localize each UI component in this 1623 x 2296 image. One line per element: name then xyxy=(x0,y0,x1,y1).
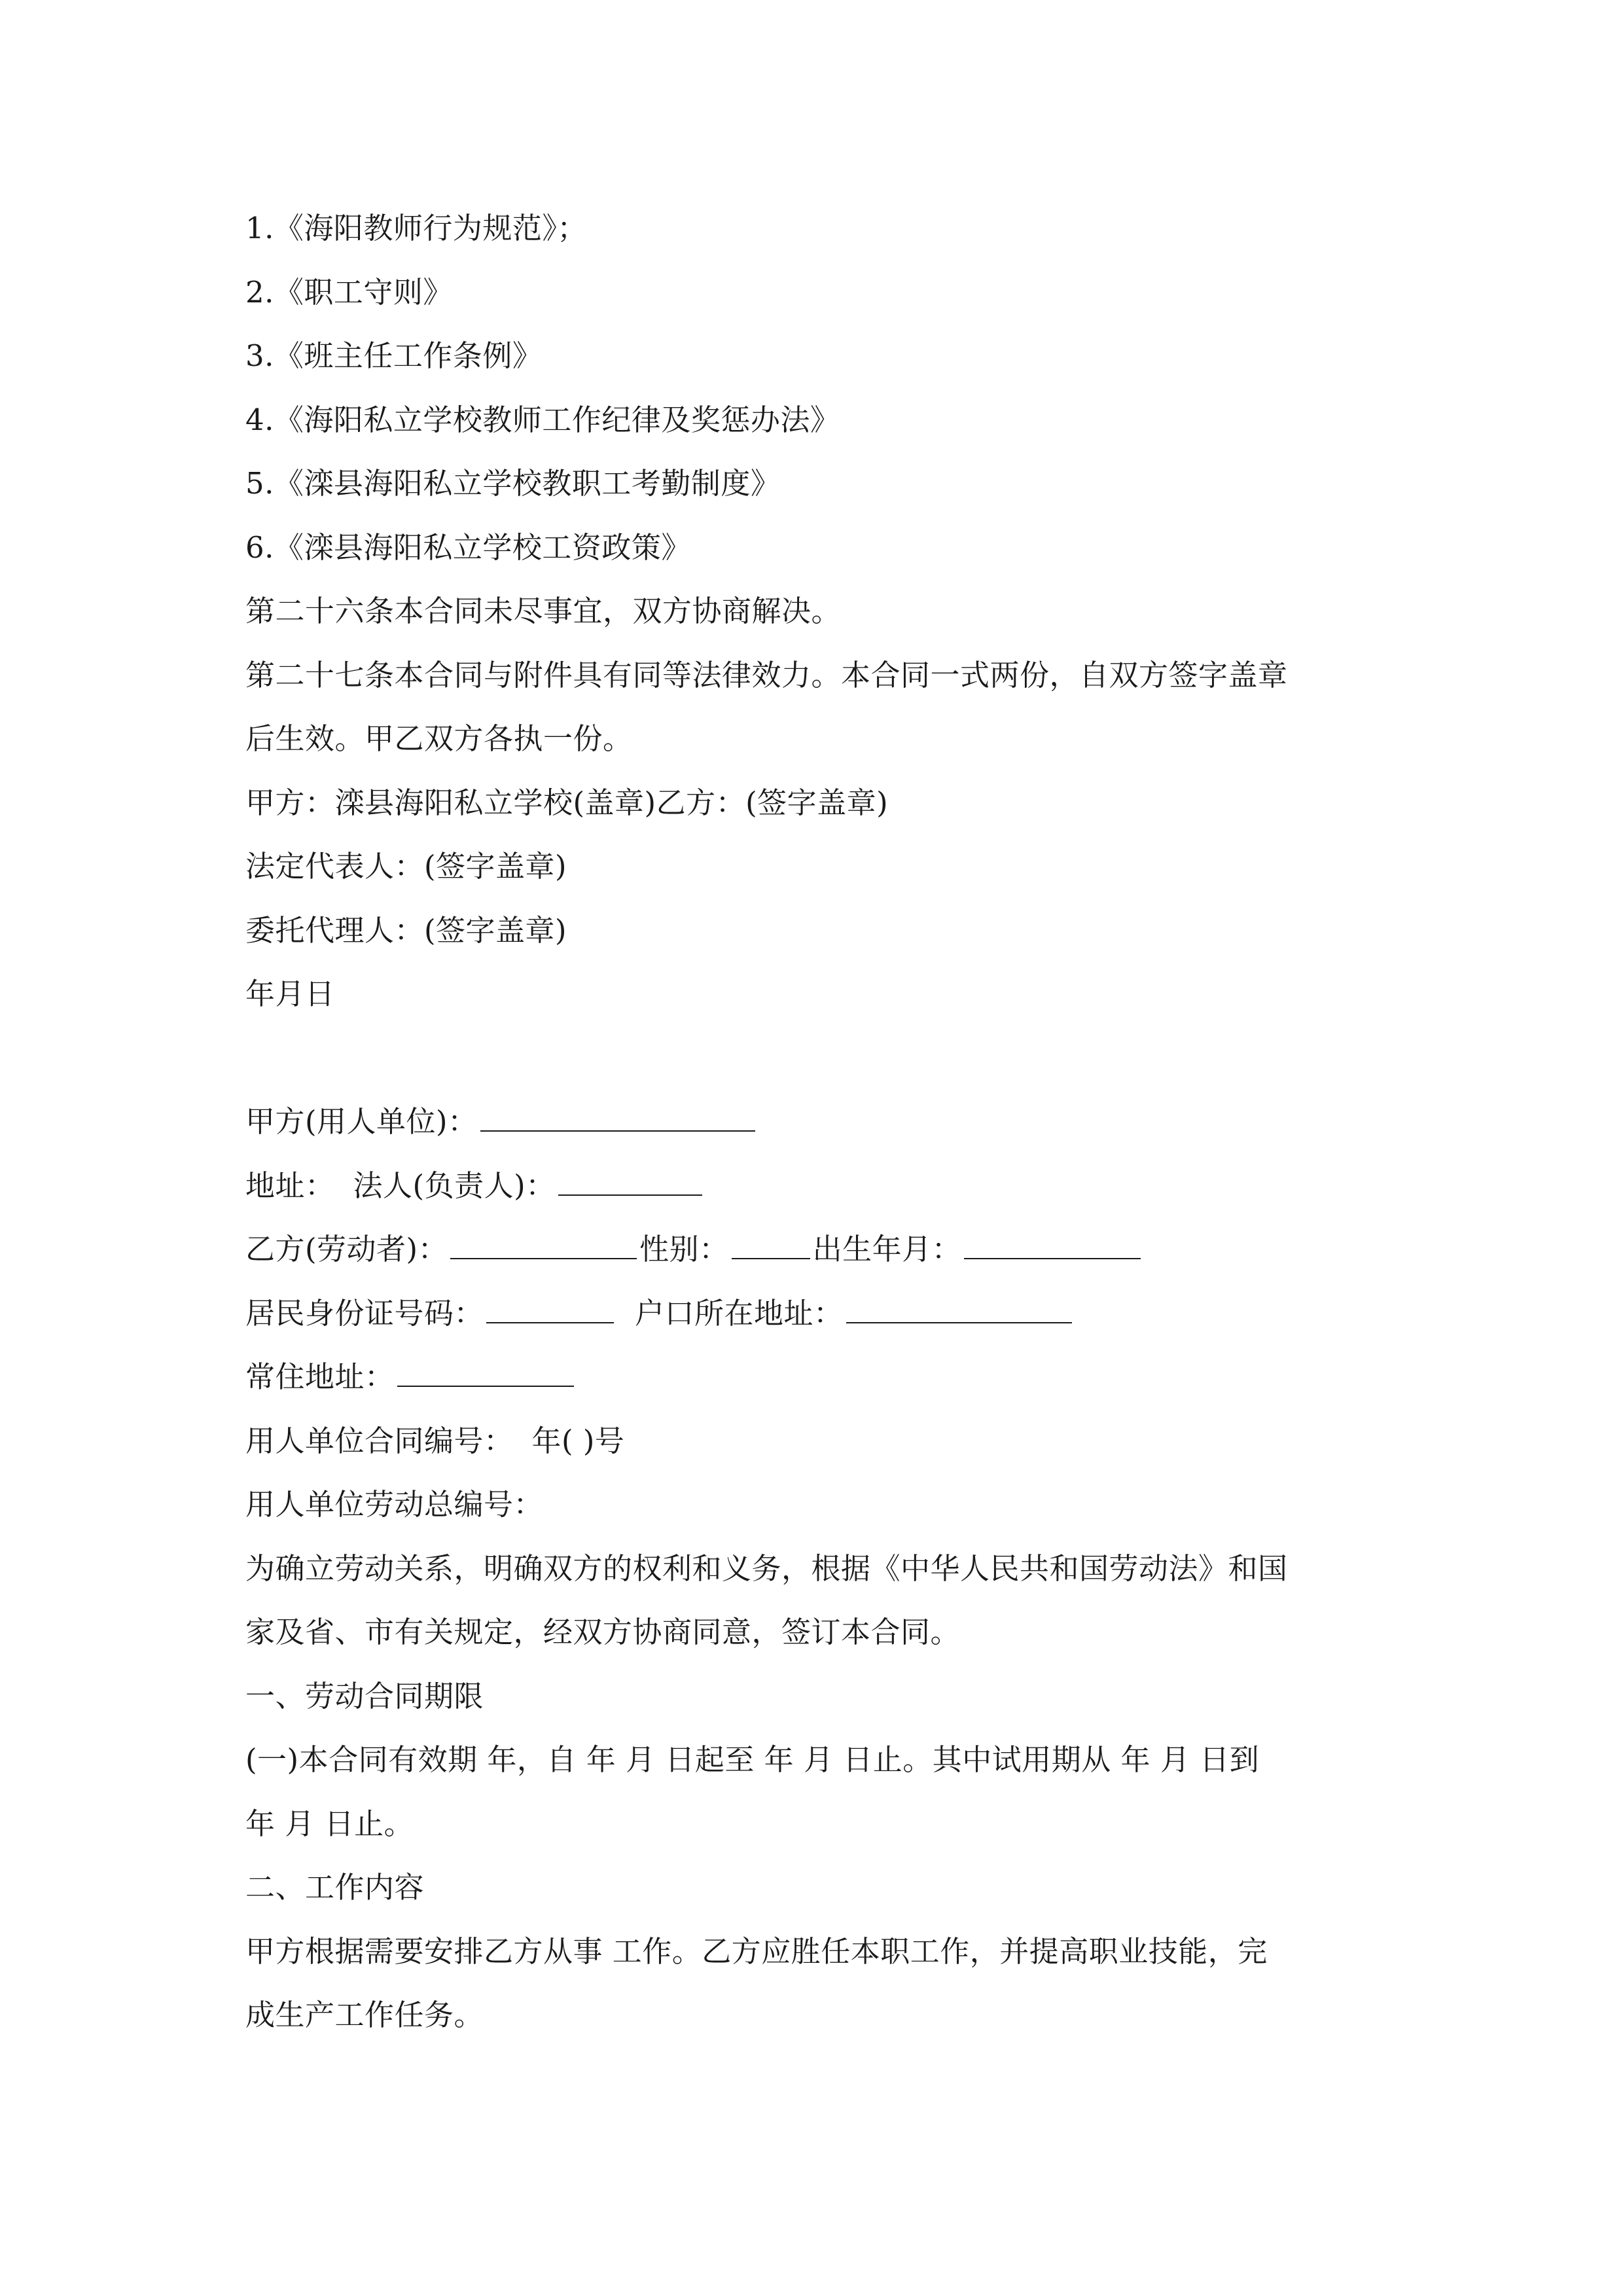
section-2-line-1: 甲方根据需要安排乙方从事 工作。乙方应胜任本职工作，并提高职业技能，完 xyxy=(245,1933,1268,1969)
signature-party-a: 甲方：滦县海阳私立学校(盖章)乙方：(签字盖章) xyxy=(245,785,889,820)
attachment-item-1: 1.《海阳教师行为规范》； xyxy=(245,211,587,245)
section-2-heading: 二、工作内容 xyxy=(245,1870,425,1905)
section-1-line-1: (一)本合同有效期 年，自 年 月 日起至 年 月 日止。其中试用期从 年 月 日到 xyxy=(245,1742,1260,1777)
signature-date: 年月日 xyxy=(245,977,335,1011)
attachment-item-6: 6.《滦县海阳私立学校工资政策》 xyxy=(245,529,691,565)
section-2-line-2: 成生产工作任务。 xyxy=(245,1998,484,2032)
article-26: 第二十六条本合同未尽事宜，双方协商解决。 xyxy=(245,594,842,628)
contract-number-row xyxy=(245,1409,1384,1473)
hukou-label: 户口所在地址： xyxy=(635,1295,844,1331)
employer-row xyxy=(245,1090,1384,1154)
hukou-blank[interactable] xyxy=(846,1296,1072,1323)
attachment-item-3: 3.《班主任工作条例》 xyxy=(245,338,543,373)
section-1-line-2: 年 月 日止。 xyxy=(245,1806,414,1841)
id-label: 居民身份证号码： xyxy=(245,1295,484,1331)
id-blank[interactable] xyxy=(486,1296,614,1323)
employee-blank[interactable] xyxy=(450,1232,637,1259)
section-1-heading: 一、劳动合同期限 xyxy=(245,1678,484,1713)
gender-label: 性别： xyxy=(639,1232,729,1266)
signature-agent: 委托代理人：(签字盖章) xyxy=(245,912,567,948)
signature-legal-rep: 法定代表人：(签字盖章) xyxy=(245,849,567,884)
birth-label: 出生年月： xyxy=(812,1232,962,1266)
legal-person-blank[interactable] xyxy=(558,1168,702,1196)
attachment-item-4: 4.《海阳私立学校教师工作纪律及奖惩办法》 xyxy=(245,402,840,437)
residence-label: 常住地址： xyxy=(245,1359,395,1394)
document-body xyxy=(245,196,1384,2047)
address-label: 地址： xyxy=(245,1168,335,1203)
contract-number-value: 年( )号 xyxy=(531,1423,625,1458)
contract-number-label: 用人单位合同编号： xyxy=(245,1423,514,1458)
residence-row xyxy=(245,1345,1384,1409)
employee-label: 乙方(劳动者)： xyxy=(245,1232,448,1266)
employer-label: 甲方(用人单位)： xyxy=(245,1104,478,1139)
employee-row xyxy=(245,1217,1384,1282)
gender-blank[interactable] xyxy=(732,1232,810,1259)
employer-blank[interactable] xyxy=(480,1104,755,1132)
article-27-line-2: 后生效。甲乙双方各执一份。 xyxy=(245,721,633,756)
intro-line-1: 为确立劳动关系，明确双方的权利和义务，根据《中华人民共和国劳动法》和国 xyxy=(245,1551,1288,1586)
birth-blank[interactable] xyxy=(964,1232,1141,1259)
article-27-line-1: 第二十七条本合同与附件具有同等法律效力。本合同一式两份，自双方签字盖章 xyxy=(245,657,1288,692)
residence-blank[interactable] xyxy=(397,1359,574,1387)
intro-line-2: 家及省、市有关规定，经双方协商同意，签订本合同。 xyxy=(245,1615,961,1649)
attachment-item-2: 2.《职工守则》 xyxy=(245,274,453,310)
legal-person-label: 法人(负责人)： xyxy=(353,1168,556,1203)
attachment-item-5: 5.《滦县海阳私立学校教职工考勤制度》 xyxy=(245,466,781,501)
labor-number-row: 用人单位劳动总编号： xyxy=(245,1487,544,1522)
section-gap xyxy=(245,1026,1384,1090)
address-row xyxy=(245,1154,1384,1218)
id-row xyxy=(245,1282,1384,1346)
